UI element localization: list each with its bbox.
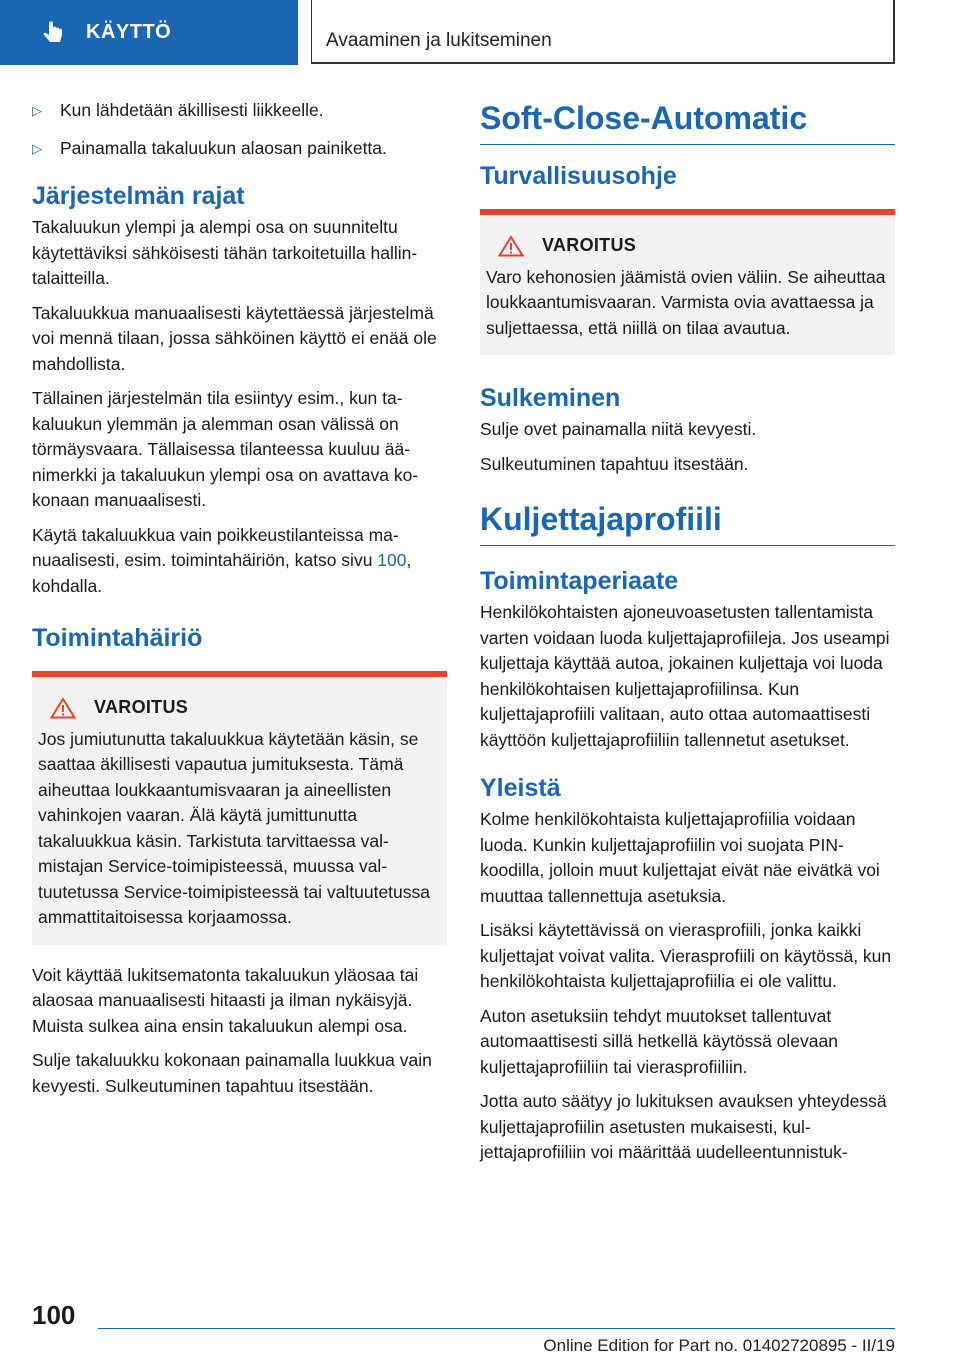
- list-item: [32, 98, 447, 124]
- page-title: Avaaminen ja lukitseminen: [326, 30, 552, 51]
- header-title-box: [311, 0, 895, 64]
- paragraph-text: , kohdalla.: [32, 550, 412, 596]
- paragraph: Jotta auto säätyy jo lukituksen avauksen yhteydessä kuljettajaprofiilin asetusten mukaisesti, kuljettajaprofiiliin voi määrittää uudelleentunnistuk-: [480, 1091, 887, 1162]
- paragraph: Auton asetuksiin tehdyt muutokset tallentuvat automaattisesti sillä hetkellä käytössä olevaan kuljettajaprofiiliin tai vierasprofiiliin.: [480, 1005, 838, 1077]
- edition-footer: Online Edition for Part no. 01402720895 - II/19: [543, 1336, 895, 1355]
- closing-heading: Sulkeminen: [480, 384, 621, 412]
- profile-title-block: [480, 499, 895, 546]
- footer-divider: [98, 1328, 895, 1329]
- paragraph: Lisäksi käytettävissä on vierasprofiili, jonka kaikki kuljettajat voivat valita. Vierasprofiili on käytössä, kun henkilökohtaista kuljettajaprofiilia ei ole valittu.: [480, 920, 892, 991]
- section-label: KÄYTTÖ: [86, 21, 172, 43]
- right-column: [480, 98, 895, 1175]
- paragraph: Voit käyttää lukitsematonta takaluukun yläosaa tai alaosaa manuaalisesti hitaasti ja ilman nykäisyjä. Muista sulkea aina ensin takaluukun alempi osa.: [32, 964, 419, 1036]
- limits-heading: Järjestelmän rajat: [32, 182, 245, 210]
- paragraph: Takaluukkua manuaalisesti käytettäessä järjestelmä voi mennä tilaan, jossa sähköinen käyttö ei enää ole mahdollista.: [32, 302, 437, 374]
- warning-triangle-icon: [50, 697, 76, 719]
- profile-title: Kuljettajaprofiili: [480, 501, 722, 537]
- warning-box: [480, 209, 895, 355]
- malfunction-heading: Toimintahäiriö: [32, 624, 203, 652]
- warning-label: VAROITUS: [94, 697, 189, 717]
- triangle-bullet-icon: ▷: [32, 103, 42, 118]
- page-number: 100: [32, 1300, 76, 1330]
- paragraph: Sulkeutuminen tapahtuu itsestään.: [480, 453, 749, 474]
- section-tab[interactable]: [0, 0, 298, 65]
- paragraph: Takaluukun ylempi ja alempi osa on suunniteltu käytettäviksi sähköisesti tähän tarkoitetuilla hallintalaitteilla.: [32, 217, 418, 288]
- bullet-text: Kun lähdetään äkillisesti liikkeelle.: [60, 100, 324, 120]
- general-heading: Yleistä: [480, 774, 561, 802]
- list-item: [32, 136, 447, 162]
- warning-header: [486, 233, 887, 259]
- softclose-title-block: [480, 98, 895, 145]
- paragraph: [32, 523, 447, 600]
- paragraph: Tällainen järjestelmän tila esiintyy esim., kun takaluukun ylemmän ja alemman osan välissä on törmäysvaara. Tällaisessa tilanteessa kuuluu äänimerkki ja takaluukun ylempi osa on avattava kokonaan manuaalisesti.: [32, 388, 419, 510]
- paragraph: Sulje ovet painamalla niitä kevyesti.: [480, 419, 757, 439]
- warning-label: VAROITUS: [542, 235, 637, 255]
- warning-box: [32, 671, 447, 945]
- principle-heading: Toimintaperiaate: [480, 567, 679, 595]
- warning-header: [38, 695, 439, 721]
- bullet-text: Painamalla takaluukun alaosan painiketta.: [60, 137, 387, 158]
- warning-triangle-icon: [498, 235, 524, 257]
- page-link[interactable]: 100: [377, 550, 407, 570]
- paragraph-text: Käytä takaluukkua vain poikkeustilanteissa manuaalisesti, esim. toimintahäiriön, katso sivu: [32, 524, 399, 570]
- hand-pointer-icon: [40, 20, 66, 46]
- paragraph: Henkilökohtaisten ajoneuvoasetusten tallentamista varten voidaan luoda kuljettajaprofiileja. Jos useampi kuljettaja käyttää autoa, jokainen kuljettaja voi luoda henkilökohtaisen kuljettajaprofiilinsa. Kun kuljettajaprofiili valitaan, auto ottaa automaattisesti käyttöön kuljettajaprofiiliin tallennetut asetukset.: [480, 602, 890, 750]
- warning-text: Jos jumiutunutta takaluukkua käytetään käsin, se saattaa äkillisesti vapautua jumituksesta. Tämä aiheuttaa loukkaantumisvaaran ja aineellisten vahinkojen vaaran. Älä käytä jumittunutta takaluukkua käsin. Tarkistuta tarvittaessa valmistajan Service-toimipisteessä, muussa valtuutetussa Service-toimipisteessä tai valtuutetussa ammattitaitoisessa korjaamossa.: [38, 728, 430, 927]
- safety-heading: Turvallisuusohje: [480, 162, 677, 190]
- triangle-bullet-icon: ▷: [32, 140, 42, 156]
- warning-text: Varo kehonosien jäämistä ovien väliin. Se aiheuttaa loukkaantumisvaaran. Varmista ovia avattaessa ja suljettaessa, että niillä on tilaa avautua.: [486, 266, 886, 338]
- softclose-title: Soft-Close-Automatic: [480, 100, 808, 136]
- left-column: [32, 98, 447, 1108]
- paragraph: Sulje takaluukku kokonaan painamalla luukkua vain kevyesti. Sulkeutuminen tapahtuu itsestään.: [32, 1050, 432, 1096]
- paragraph: Kolme henkilökohtaista kuljettajaprofiilia voidaan luoda. Kunkin kuljettajaprofiilin voi suojata PIN-koodilla, jolloin muut kuljettajat eivät näe eivätkä voi muuttaa tallennettuja asetuksia.: [480, 809, 880, 906]
